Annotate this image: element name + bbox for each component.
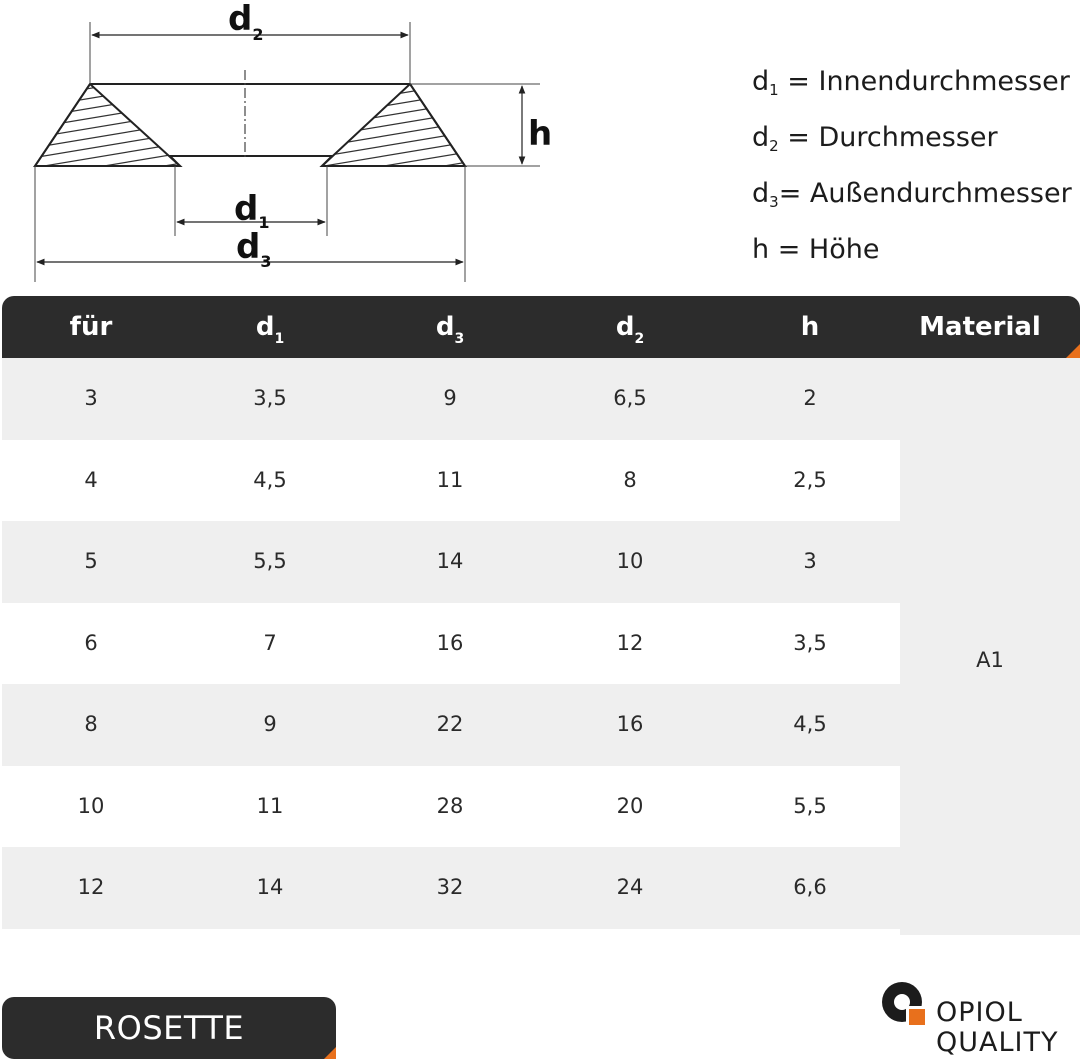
- brand-logo: [880, 980, 1078, 1060]
- table-cell: 4: [84, 467, 98, 492]
- header-d1: $d_1$: [255, 312, 285, 347]
- brand-name: [936, 998, 1058, 1058]
- header-screws: für: [69, 312, 113, 342]
- table-row: [2, 766, 900, 848]
- opiol-logo-icon: [880, 980, 928, 1028]
- table-cell: 2,5: [793, 467, 827, 492]
- table-cell: 10: [616, 549, 644, 573]
- product-title: ROSETTE: [93, 1009, 245, 1047]
- table-cell: 28: [436, 793, 464, 818]
- h-label: h: [528, 114, 553, 154]
- table-cell: 3,5: [793, 630, 827, 655]
- table-cell: 22: [436, 712, 464, 736]
- table-cell: 24: [616, 875, 644, 899]
- table-cell: 12: [616, 630, 644, 655]
- brand-line-1: OPIOL: [936, 997, 1023, 1028]
- table-cell: 8: [623, 467, 637, 492]
- material-column: [900, 358, 1080, 935]
- header-d3: $d_3$: [435, 312, 465, 347]
- dimensions-table: [2, 296, 1080, 935]
- table-header: [2, 296, 1080, 358]
- header-d2: $d_2$: [615, 312, 645, 347]
- table-cell: 3,5: [253, 386, 287, 410]
- table-row: [2, 358, 900, 440]
- material-value: A1: [976, 648, 1004, 672]
- table-body: [2, 358, 1080, 935]
- table-cell: 16: [616, 712, 644, 736]
- table-cell: 5,5: [253, 549, 287, 573]
- washer-cross-section-diagram: [0, 0, 560, 290]
- d1-label: $d_1$: [234, 189, 270, 232]
- table-row: [2, 603, 900, 685]
- table-cell: 14: [436, 549, 464, 573]
- table-cell: 32: [436, 875, 464, 899]
- legend-item-h: h = Höhe: [752, 234, 880, 265]
- table-cell: 3: [803, 549, 817, 573]
- product-title-badge: [2, 997, 336, 1059]
- table-cell: 9: [443, 386, 457, 410]
- table-cell: 2: [803, 386, 817, 410]
- d2-label: $d_2$: [228, 0, 264, 44]
- table-cell: 4,5: [253, 467, 287, 492]
- header-material: Material: [919, 312, 1041, 342]
- table-cell: 12: [77, 875, 105, 899]
- table-row: [2, 521, 900, 603]
- table-cell: 9: [263, 712, 277, 736]
- table-cell: 10: [77, 793, 105, 818]
- table-row: [2, 440, 900, 522]
- table-cell: 6,6: [793, 875, 827, 899]
- table-cell: 20: [616, 793, 644, 818]
- legend-item-d3: $d_3=$ Außendurchmesser: [752, 178, 1072, 211]
- dimension-legend: [752, 58, 1072, 274]
- brand-line-2: QUALITY: [936, 1027, 1059, 1058]
- legend-item-d1: $d_1$ = Innendurchmesser: [752, 66, 1070, 99]
- table-cell: 4,5: [793, 712, 827, 736]
- table-cell: 8: [84, 712, 98, 736]
- table-cell: 11: [256, 793, 284, 818]
- table-cell: 5,5: [793, 793, 827, 818]
- legend-item-d2: $d_2$ = Durchmesser: [752, 122, 998, 155]
- table-row: [2, 684, 900, 766]
- table-cell: 11: [436, 467, 464, 492]
- table-cell: 14: [256, 875, 284, 899]
- table-cell: 3: [84, 386, 98, 410]
- table-cell: 7: [263, 630, 277, 655]
- d3-label: $d_3$: [236, 227, 272, 271]
- table-cell: 6,5: [613, 386, 647, 410]
- hatching-left: [20, 70, 200, 190]
- table-cell: 5: [84, 549, 98, 573]
- table-cell: 16: [436, 630, 464, 655]
- table-cell: 6: [84, 630, 98, 655]
- table-row: [2, 847, 900, 929]
- header-h: h: [800, 312, 820, 342]
